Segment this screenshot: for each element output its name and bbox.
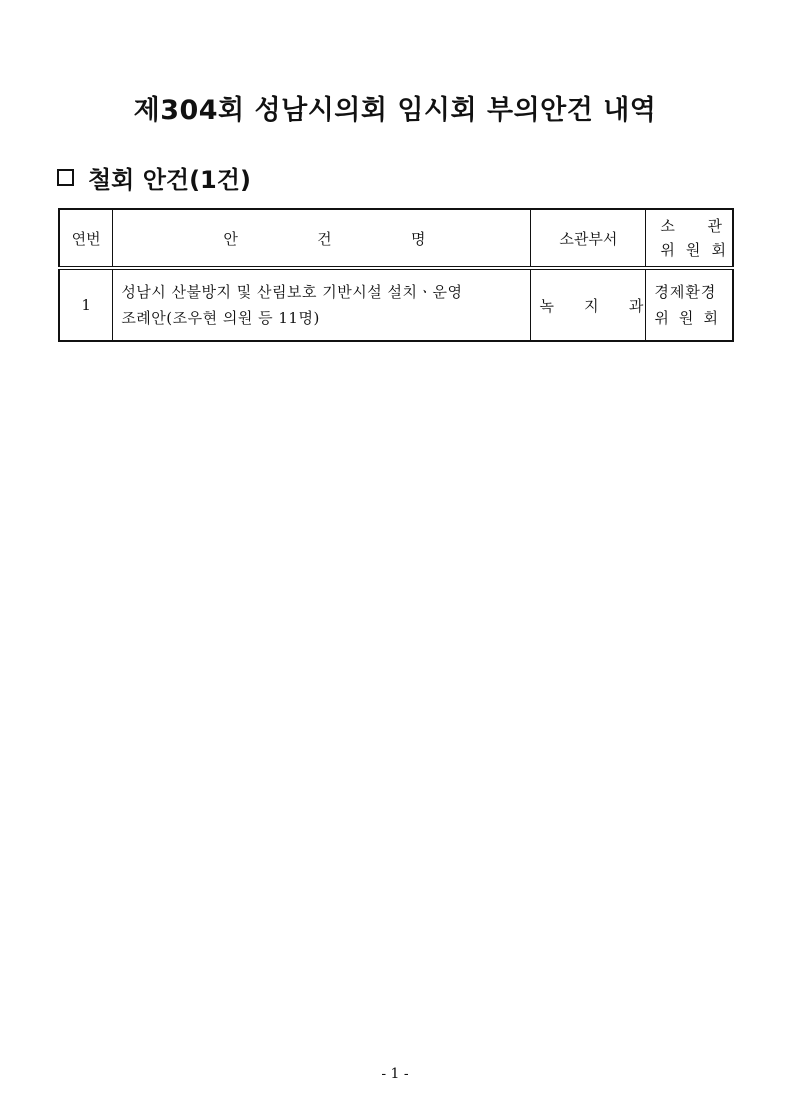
section-heading: [57, 160, 251, 195]
header-dept: 소관부서: [531, 209, 646, 268]
row-dept-char: 녹: [539, 296, 554, 315]
checkbox-square-icon: [57, 169, 74, 186]
header-committee-char: 관: [707, 217, 722, 235]
row-no: 1: [59, 268, 113, 341]
row-dept-char: 지: [584, 296, 599, 315]
section-heading-text: 철회 안건(1건): [88, 166, 251, 194]
document-title: 제304회 성남시의회 임시회 부의안건 내역: [133, 95, 657, 126]
row-committee-char: 원: [678, 309, 694, 327]
page-number: - 1 -: [381, 1066, 409, 1082]
header-name-char: 안: [223, 229, 238, 248]
header-committee: [646, 209, 733, 268]
header-committee-char: 위: [660, 241, 675, 259]
row-dept: [531, 268, 646, 341]
table-row: [59, 268, 733, 341]
header-name: [113, 209, 531, 268]
row-committee: [646, 268, 733, 341]
header-name-char: 명: [410, 229, 426, 248]
header-committee-char: 소: [660, 217, 675, 235]
row-dept-char: 과: [628, 296, 644, 315]
row-committee-char: 위: [654, 309, 669, 327]
row-committee-line1: 경제환경: [654, 283, 717, 301]
agenda-table: [58, 208, 734, 342]
row-agenda-name-line2: 조례안(조우현 의원 등 11명): [121, 309, 320, 327]
row-agenda-name: [113, 268, 531, 341]
row-agenda-name-line1: 성남시 산불방지 및 산림보호 기반시설 설치ㆍ운영: [121, 283, 463, 301]
header-name-char: 건: [317, 229, 332, 248]
header-row: [59, 209, 733, 268]
header-committee-char: 회: [711, 241, 726, 259]
header-committee-char: 원: [685, 241, 701, 259]
header-no: 연번: [59, 209, 113, 268]
table-header: [59, 209, 733, 268]
row-committee-char: 회: [703, 309, 718, 327]
